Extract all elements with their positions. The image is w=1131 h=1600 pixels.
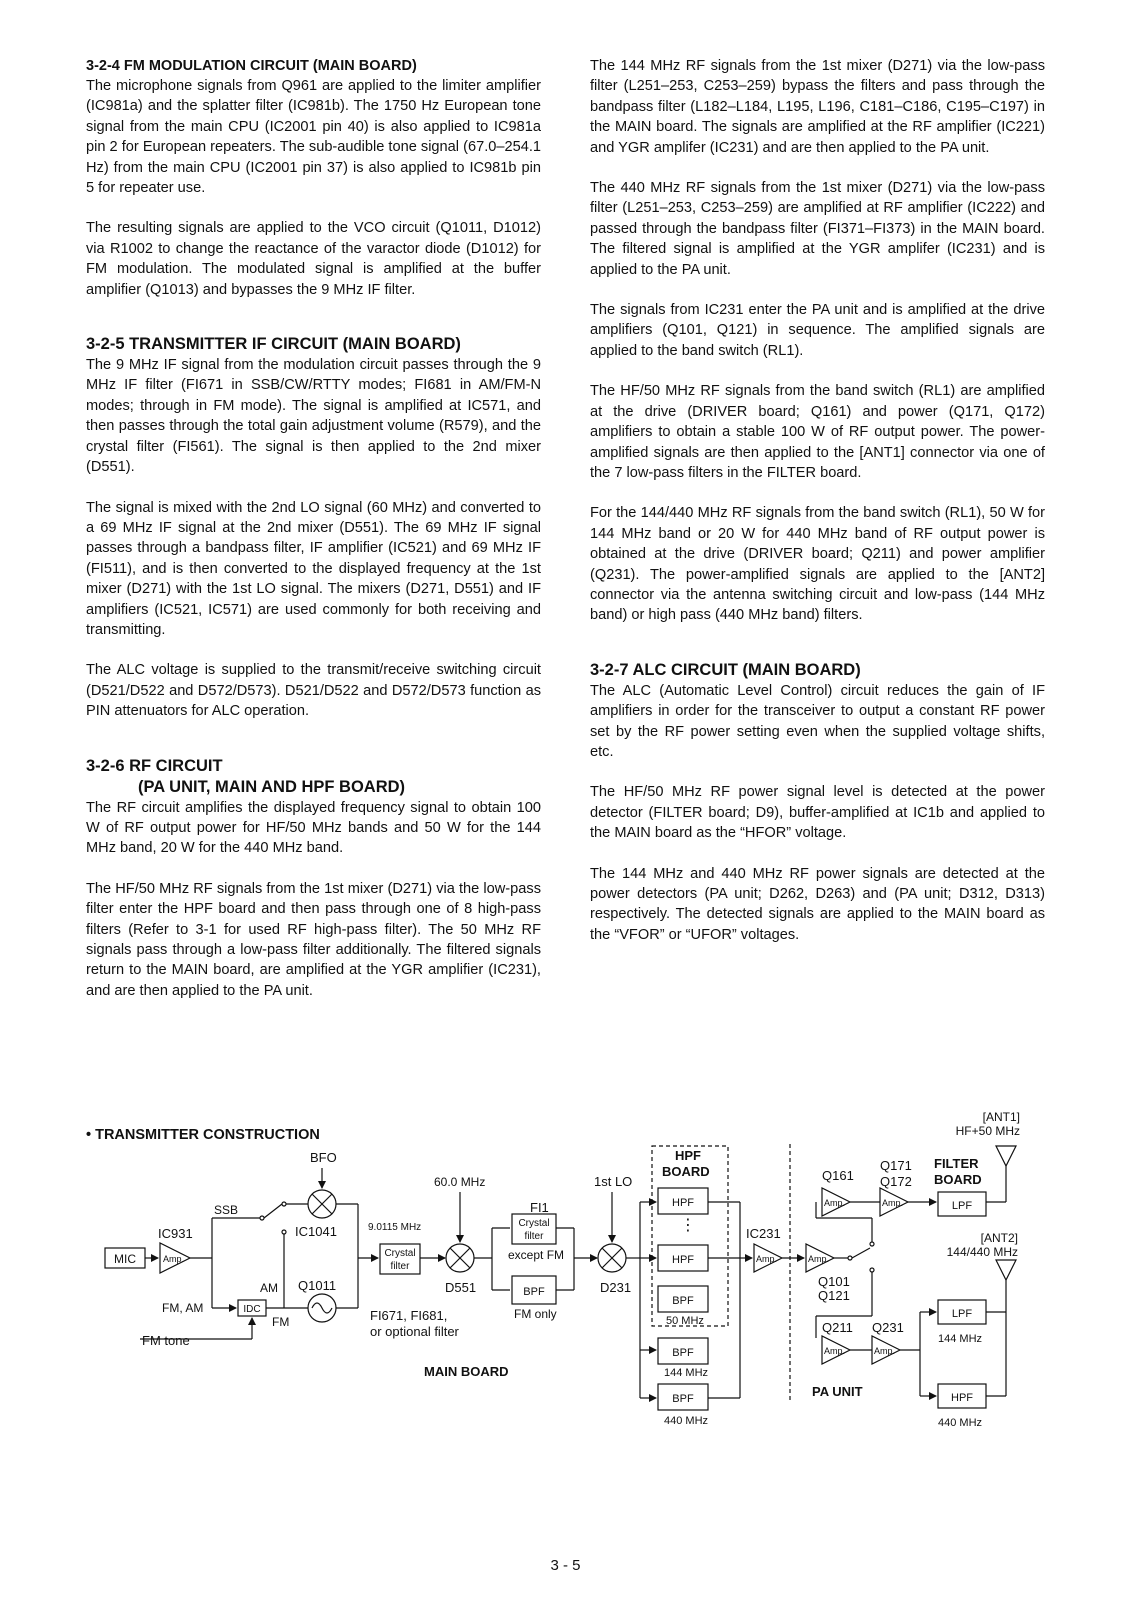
q171-label: Q171	[880, 1158, 912, 1173]
section-3-2-4	[86, 56, 541, 300]
paragraph: The 9 MHz IF signal from the modulation circuit passes through the 9 MHz IF filter (FI671 in SSB/CW/RTTY modes; FI681 in AM/FM-N modes; through in FM mode). The signal is amplified at IC571, and then passes through the total gain adjustment volume (R579), and the crystal filter (FI561). The signal is then applied to the 2nd mixer (D551).	[86, 357, 541, 476]
q211-label: Q211	[822, 1320, 853, 1335]
amp-label: Amp.	[882, 1198, 904, 1208]
bpf-label: BPF	[672, 1347, 694, 1359]
lpf-label: LPF	[951, 1200, 973, 1212]
paragraph: The HF/50 MHz RF power signal level is detected at the power detector (FILTER board; D9), buffer-amplified at IC1b and applied to the MAIN board as the “HFOR” voltage.	[590, 784, 1045, 842]
d551-label: D551	[445, 1280, 477, 1295]
amp-label: Amp.	[824, 1346, 846, 1356]
paragraph: The HF/50 MHz RF signals from the band switch (RL1) are amplified at the drive (DRIVER board; Q161) and power (Q171, Q172) amplifiers to obtain a stable 100 W of RF output power. The power-amplified signals are then applied to the [ANT1] connector via one of the 7 low-pass filters in the FILTER board.	[590, 383, 1045, 481]
q121-label: Q121	[818, 1288, 850, 1303]
idc-label: IDC	[243, 1304, 261, 1315]
section-heading: 3-2-5 TRANSMITTER IF CIRCUIT (MAIN BOARD)	[86, 335, 461, 354]
ssb-label: SSB	[214, 1203, 239, 1217]
crystal-label: Crystal	[518, 1218, 550, 1229]
am-label: AM	[260, 1281, 278, 1295]
paragraph: The ALC voltage is supplied to the transmit/receive switching circuit (D521/D522 and D572/D573). D521/D522 and D572/D573 function as PIN attenuators for ALC operation.	[86, 662, 541, 720]
q172-label: Q172	[880, 1174, 912, 1189]
pa-unit-label: PA UNIT	[812, 1384, 863, 1399]
lpf-label: LPF	[951, 1308, 973, 1320]
paragraph: The 144 MHz RF signals from the 1st mixer (D271) via the low-pass filter (L251–253, C253–259) bypass the filters and pass through the bandpass filter (L182–L184, L195, L196, C181–C186, C195–C197) in the MAIN board. The signals are amplified at the RF amplifier (IC221) and YGR amplifer (IC231) and are then applied to the PA unit.	[590, 58, 1045, 156]
ant1-band-label: HF+50 MHz	[955, 1124, 1020, 1138]
hpf-board-label-2: BOARD	[662, 1164, 710, 1179]
filter-board-label: FILTER	[934, 1156, 979, 1171]
mhz144-label: 144 MHz	[664, 1367, 709, 1379]
q231-label: Q231	[872, 1320, 904, 1335]
section-heading	[86, 756, 541, 798]
ic1041-label: IC1041	[295, 1224, 337, 1239]
paragraph: The ALC (Automatic Level Control) circuit reduces the gain of IF amplifiers in order for the transceiver to output a constant RF power set by the RF power setting even when the supplied voltage shifts, etc.	[590, 682, 1045, 760]
mhz440-label: 440 MHz	[664, 1415, 709, 1427]
paragraph: The 440 MHz RF signals from the 1st mixer (D271) via the low-pass filter (L251–253, C253–259) are amplified at RF amplifier (IC222) and passed through the bandpass filter (FI371–FI373) in the MAIN board. The filtered signal is amplified at the YGR amplifer (IC231) and is applied to the PA unit.	[590, 180, 1045, 278]
filter-label: filter	[390, 1261, 410, 1272]
ant1-antenna-icon	[996, 1146, 1016, 1166]
section-3-2-7	[590, 660, 1045, 945]
paragraph: The resulting signals are applied to the VCO circuit (Q1011, D1012) via R1002 to change the reactance of the varactor diode (D1012) for FM modulation. The modulated signal is amplified at the buffer amplifier (Q1013) and bypasses the 9 MHz IF filter.	[86, 220, 541, 298]
freq-60-label: 60.0 MHz	[434, 1175, 486, 1189]
section-heading: 3-2-7 ALC CIRCUIT (MAIN BOARD)	[590, 660, 861, 679]
filter-board-label-2: BOARD	[934, 1172, 982, 1187]
ant2-band-label: 144/440 MHz	[946, 1245, 1018, 1259]
fi1-label: FI1	[530, 1200, 549, 1215]
section-3-2-6	[86, 756, 541, 1002]
right-column	[590, 56, 1045, 945]
hpf-label: HPF	[672, 1254, 694, 1266]
filter-label: filter	[524, 1231, 544, 1242]
bpf-label: BPF	[672, 1295, 694, 1307]
left-column	[86, 56, 541, 1001]
d231-label: D231	[600, 1280, 632, 1295]
paragraph: The 144 MHz and 440 MHz RF power signals are detected at the power detectors (PA unit; D262, D263) and (PA unit; D312, D313) respectively. The detected signals are applied to the MAIN board as the “VFOR” or “UFOR” voltages.	[590, 865, 1045, 943]
ant2-label: [ANT2]	[980, 1231, 1018, 1245]
paragraph: For the 144/440 MHz RF signals from the band switch (RL1), 50 W for 144 MHz band or 20 W for 440 MHz band of RF output power is obtained at the drive (DRIVER board; Q211) and power amplifier (Q231). The power-amplified signals are applied to the [ANT2] connector via the antenna switching circuit and low-pass (144 MHz band) or high pass (440 MHz band) filters.	[590, 505, 1045, 624]
q101-label: Q101	[818, 1274, 850, 1289]
amp-label: Amp.	[874, 1346, 896, 1356]
mhz50-label: 50 MHz	[666, 1315, 704, 1327]
page-number: 3 - 5	[550, 1557, 581, 1574]
freq-9-label: 9.0115 MHz	[368, 1222, 422, 1233]
ic231-label: IC231	[746, 1226, 781, 1241]
mic-label: MIC	[114, 1252, 136, 1266]
transmitter-block-diagram	[100, 1140, 1030, 1460]
ellipsis: ⋮	[680, 1217, 696, 1234]
main-board-label: MAIN BOARD	[424, 1364, 509, 1379]
paragraph: The signal is mixed with the 2nd LO signal (60 MHz) and converted to a 69 MHz IF signal at the 2nd mixer (D551). The 69 MHz IF signal passes through a bandpass filter, IF amplifier (IC521) and 69 MHz IF (FI511), and is then converted to the displayed frequency at the 1st mixer (D271) with the 1st LO signal. The mixers (D271, D551) and IF amplifiers (IC521, IC571) are used commonly for both receiving and transmitting.	[86, 499, 541, 638]
fm-only-label: FM only	[514, 1307, 557, 1321]
section-heading: 3-2-4 FM MODULATION CIRCUIT (MAIN BOARD)	[86, 58, 417, 74]
section-heading-line-1: 3-2-6 RF CIRCUIT	[86, 756, 223, 775]
section-heading-line-2: (PA UNIT, MAIN AND HPF BOARD)	[138, 777, 406, 796]
hpf-board-label: HPF	[675, 1148, 701, 1163]
bpf-label: BPF	[523, 1286, 545, 1298]
bfo-label: BFO	[310, 1150, 337, 1165]
q161-label: Q161	[822, 1168, 854, 1183]
amp-label: Amp.	[163, 1254, 185, 1264]
paragraph: The signals from IC231 enter the PA unit and is amplified at the drive amplifiers (Q101, Q121) in sequence. The amplified signals are applied to the band switch (RL1).	[590, 302, 1045, 359]
amp-label: Amp.	[824, 1198, 846, 1208]
ant1-label-block	[900, 1110, 1020, 1138]
paragraph: The microphone signals from Q961 are applied to the limiter amplifier (IC981a) and the splatter filter (IC981b). The 1750 Hz European tone signal from the main CPU (IC2001 pin 40) is also applied to IC981a pin 2 for European repeaters. The sub-audible tone signal (67.0–254.1 Hz) from the main CPU (IC2001 pin 37) is also applied to IC981b pin 5 for repeater use.	[86, 78, 541, 197]
first-lo-label: 1st LO	[594, 1174, 633, 1189]
hpf-label: HPF	[672, 1197, 694, 1209]
amp-label: Amp.	[808, 1254, 830, 1264]
fm-am-label: FM, AM	[162, 1301, 204, 1315]
amp-label: Amp.	[756, 1254, 778, 1264]
section-3-2-5	[86, 334, 541, 722]
diagram-title: • TRANSMITTER CONSTRUCTION	[86, 1127, 320, 1143]
fi671-label: FI671, FI681,	[370, 1308, 448, 1323]
fm-label: FM	[272, 1315, 290, 1329]
paragraph: The HF/50 MHz RF signals from the 1st mixer (D271) via the low-pass filter enter the HPF board and then pass through one of 8 high-pass filters (Refer to 3-1 for used RF high-pass filter). The 50 MHz RF signals pass through a low-pass filter additionally. The filtered signals return to the MAIN board, are amplified at the YGR amplifier (IC231), and are then applied to the PA unit.	[86, 880, 541, 999]
mhz144-label: 144 MHz	[938, 1333, 983, 1345]
crystal-label: Crystal	[384, 1248, 416, 1259]
mhz440-label: 440 MHz	[938, 1417, 983, 1429]
except-fm-label: except FM	[508, 1248, 565, 1262]
paragraph: The RF circuit amplifies the displayed frequency signal to obtain 100 W of RF output power for HF/50 MHz bands and 50 W for the 144 MHz band, 20 W for the 440 MHz band.	[86, 799, 541, 857]
optional-filter-label: or optional filter	[370, 1324, 459, 1339]
hpf-label: HPF	[951, 1392, 973, 1404]
ant1-label: [ANT1]	[982, 1110, 1020, 1124]
bpf-label: BPF	[672, 1393, 694, 1405]
fm-tone-label: FM tone	[142, 1333, 190, 1348]
q1011-label: Q1011	[298, 1278, 337, 1293]
ic931-label: IC931	[158, 1226, 193, 1241]
ant2-antenna-icon	[996, 1260, 1016, 1280]
